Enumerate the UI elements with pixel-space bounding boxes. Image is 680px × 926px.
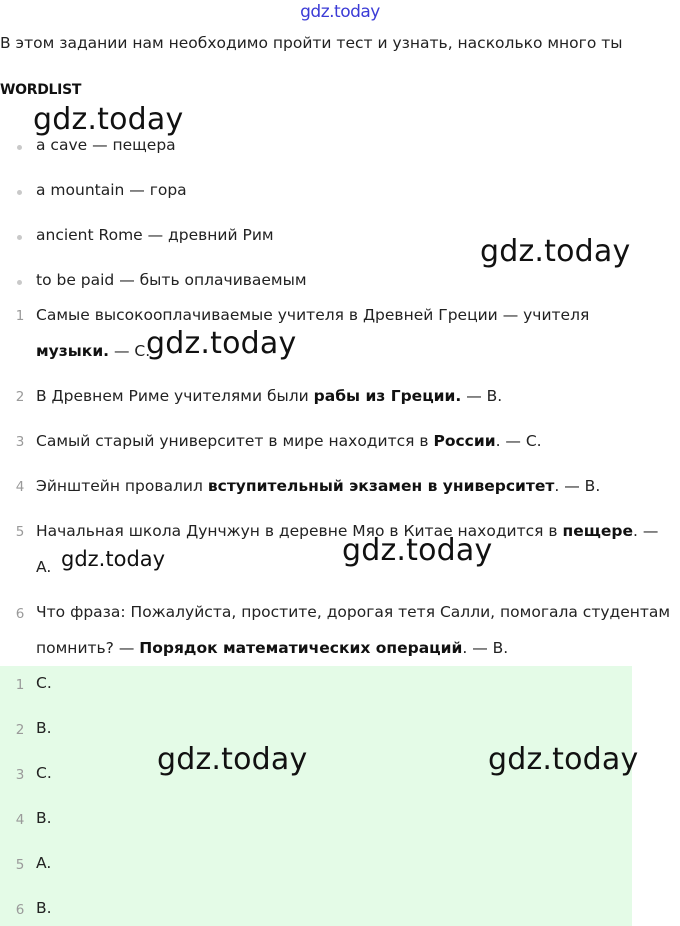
bullet-dot bbox=[17, 190, 22, 195]
answer-number: 1 bbox=[15, 677, 25, 693]
list-item: a cave — пещера bbox=[36, 136, 176, 154]
answer-value: A. bbox=[36, 854, 52, 872]
list-item: a mountain — гора bbox=[36, 181, 187, 199]
answer-number: 5 bbox=[15, 857, 25, 873]
question-answer-line: A. bbox=[36, 558, 52, 576]
question-answer-line: музыки. — C. bbox=[36, 342, 151, 360]
bullet-dot bbox=[17, 145, 22, 150]
answer-value: C. bbox=[36, 674, 52, 692]
answer-value: B. bbox=[36, 809, 52, 827]
question-number: 1 bbox=[15, 308, 25, 324]
watermark: gdz.today bbox=[488, 742, 639, 777]
watermark: gdz.today bbox=[480, 234, 631, 269]
intro-text: В этом задании нам необходимо пройти тест и узнать, насколько много ты bbox=[0, 34, 623, 52]
question-number: 5 bbox=[15, 524, 25, 540]
answer-number: 2 bbox=[15, 722, 25, 738]
bullet-dot bbox=[17, 235, 22, 240]
question-text: Самый старый университет в мире находится в России. — C. bbox=[36, 432, 542, 450]
question-number: 4 bbox=[15, 479, 25, 495]
watermark: gdz.today bbox=[342, 533, 493, 568]
watermark: gdz.today bbox=[146, 326, 297, 361]
question-number: 3 bbox=[15, 434, 25, 450]
question-text: Начальная школа Дунчжун в деревне Мяо в Китае находится в пещере. — bbox=[36, 522, 659, 540]
question-answer-line: помнить? — Порядок математических операций. — B. bbox=[36, 639, 509, 657]
question-text: Самые высокооплачиваемые учителя в Древней Греции — учителя bbox=[36, 306, 590, 324]
question-text: В Древнем Риме учителями были рабы из Греции. — B. bbox=[36, 387, 503, 405]
list-item: ancient Rome — древний Рим bbox=[36, 226, 274, 244]
answer-value: B. bbox=[36, 899, 52, 917]
watermark-top: gdz.today bbox=[300, 2, 380, 22]
answer-value: C. bbox=[36, 764, 52, 782]
answer-value: B. bbox=[36, 719, 52, 737]
watermark: gdz.today bbox=[157, 742, 308, 777]
question-text: Что фраза: Пожалуйста, простите, дорогая тетя Салли, помогала студентам bbox=[36, 603, 671, 621]
question-number: 6 bbox=[15, 606, 25, 622]
list-item: to be paid — быть оплачиваемым bbox=[36, 271, 307, 289]
answer-number: 3 bbox=[15, 767, 25, 783]
bullet-dot bbox=[17, 280, 22, 285]
wordlist-heading: WORDLIST bbox=[0, 82, 82, 98]
answer-number: 6 bbox=[15, 902, 25, 918]
question-number: 2 bbox=[15, 389, 25, 405]
watermark: gdz.today bbox=[33, 102, 184, 137]
answers-panel bbox=[0, 666, 632, 926]
answer-number: 4 bbox=[15, 812, 25, 828]
watermark: gdz.today bbox=[61, 547, 166, 571]
question-text: Эйнштейн провалил вступительный экзамен в университет. — B. bbox=[36, 477, 601, 495]
